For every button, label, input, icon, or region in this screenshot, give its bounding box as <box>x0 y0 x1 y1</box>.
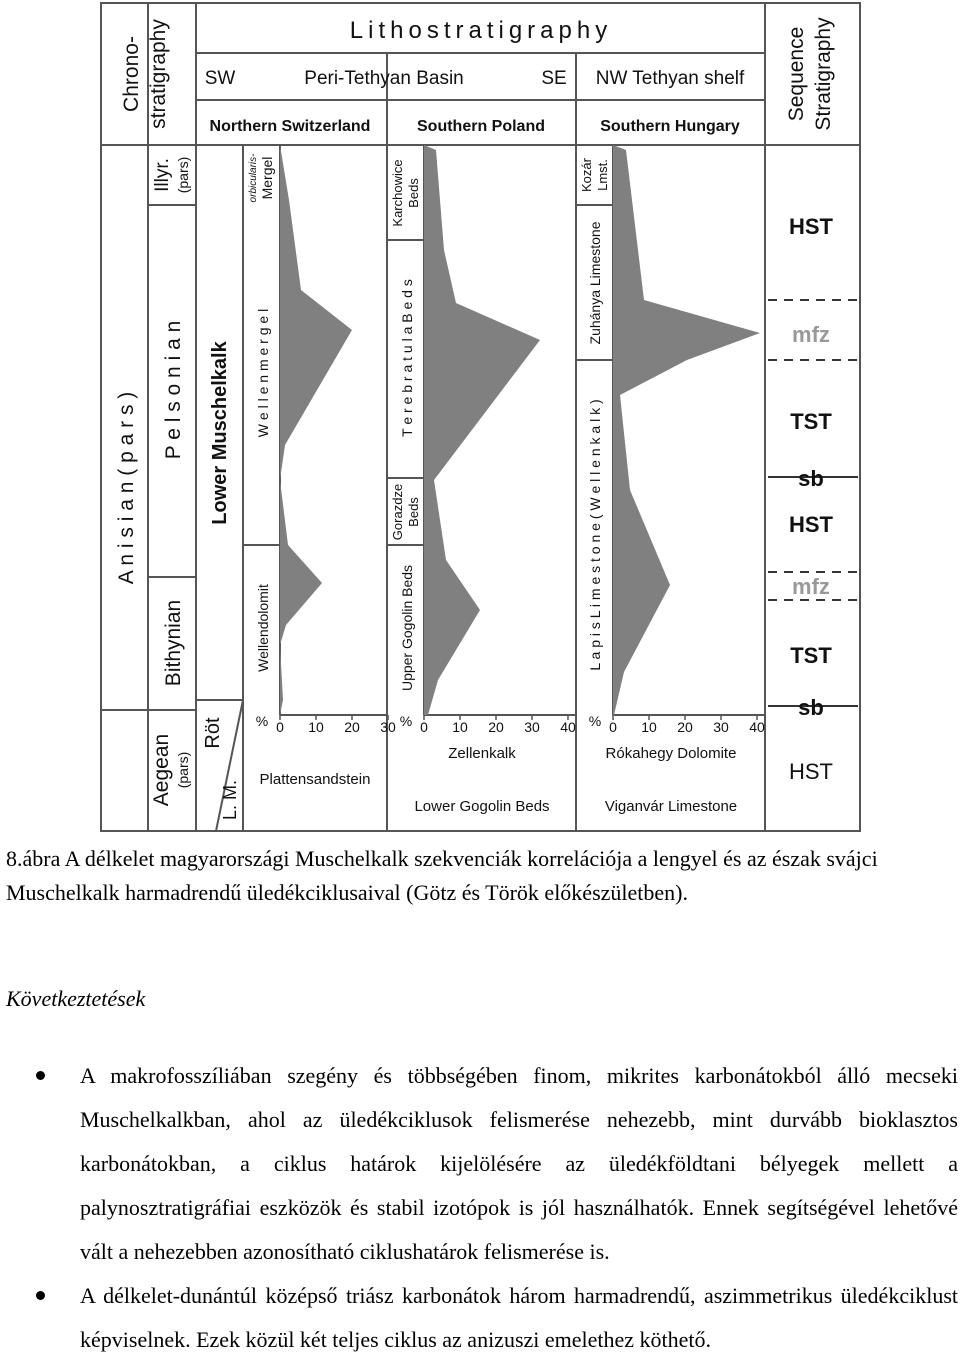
section-heading: Következtetések <box>6 986 146 1011</box>
aegean-label: Aegean <box>150 733 173 807</box>
region-poland: Southern Poland <box>417 118 545 135</box>
region-switzerland: Northern Switzerland <box>209 118 371 135</box>
upper-gogolin-label: Upper Gogolin Beds <box>399 564 415 692</box>
axis-tick-label-pl: 0 <box>420 719 428 735</box>
illyr-label: Illyr. <box>152 158 173 192</box>
chrono-header-1: Chrono- <box>120 36 143 112</box>
seq-tst-1: TST <box>790 409 832 434</box>
axis-tick-label-hu: 0 <box>609 719 617 735</box>
seq-mfz-1: mfz <box>792 322 830 347</box>
lm-label: L. M. <box>220 779 240 821</box>
aegean-pars-label: (pars) <box>175 751 191 789</box>
rokahegy-label: Rókahegy Dolomite <box>605 745 737 762</box>
orbicularis-label-1: orbicularis- <box>248 153 259 203</box>
list-item <box>0 1054 958 1274</box>
axis-tick-label-hu: 30 <box>713 719 729 735</box>
basin-sw: SW <box>204 68 236 89</box>
shelf-name: NW Tethyan shelf <box>595 68 745 89</box>
kozar-label-2: Lmst. <box>595 159 610 191</box>
seq-tst-2: TST <box>790 643 832 668</box>
chrono-header-2: stratigraphy <box>147 19 170 129</box>
figure-caption: 8.ábra A délkelet magyarországi Muschelkalk szekvenciák korrelációja a lengyel és az észak svájci Muschelkalk harmadrendű üledékciklusaival (Götz és Török előkészületben). <box>6 846 878 905</box>
zellenkalk-label: Zellenkalk <box>448 745 516 762</box>
kozar-label-1: Kozár <box>579 158 594 192</box>
wellendolomit-label: Wellendolomit <box>255 584 271 672</box>
basin-name: Peri-Tethyan Basin <box>304 68 464 89</box>
axis-tick-label-pl: 40 <box>560 719 576 735</box>
bullet-icon <box>36 1071 45 1080</box>
karchowice-label-2: Beds <box>406 178 421 208</box>
lapis-label: L a p i s L i m e s t o n e ( W e l l e n k a l k ) <box>587 399 603 671</box>
axis-tick-label-ch: 0 <box>276 719 284 735</box>
seq-sb-2: sb <box>798 695 824 720</box>
region-hungary: Southern Hungary <box>600 118 740 135</box>
gorazdze-label-2: Beds <box>406 497 421 527</box>
anisian-label: A n i s i a n ( p a r s ) <box>115 391 138 585</box>
axis-tick-label-hu: 10 <box>641 719 657 735</box>
pelsonian-label: P e l s o n i a n <box>162 320 185 460</box>
list-item <box>0 1274 958 1362</box>
litho-title: Lithostratigraphy <box>349 17 613 44</box>
axis-tick-label-ch: 10 <box>308 719 324 735</box>
bithynian-label: Bithynian <box>162 599 185 687</box>
list-item-text: A délkelet-dunántúl középső triász karbonátok három harmadrendű, aszimmetrikus üledékciklust képviselnek. Ezek közül két teljes ciklus az anizuszi emelethez köthető. <box>80 1283 958 1352</box>
wellenmergel-label: W e l l e n m e r g e l <box>255 308 271 438</box>
axis-tick-label-pl: 30 <box>524 719 540 735</box>
axis-unit-ch: % <box>255 713 269 729</box>
axis-tick-label-ch: 30 <box>380 719 396 735</box>
roet-label: Röt <box>202 717 224 749</box>
axis-tick-label-pl: 10 <box>452 719 468 735</box>
lower-muschelkalk-label: Lower Muschelkalk <box>209 341 231 525</box>
seq-header-2: Stratigraphy <box>812 17 835 131</box>
axis-unit-hu: % <box>588 713 602 729</box>
seq-hst-3: HST <box>789 759 833 784</box>
seq-sb-1: sb <box>798 466 824 491</box>
viganvar-label: Viganvár Limestone <box>604 798 738 815</box>
axis-tick-label-hu: 40 <box>749 719 765 735</box>
zuhanya-label: Zuhánya Limestone <box>587 221 603 345</box>
axis-tick-label-ch: 20 <box>344 719 360 735</box>
seq-header-1: Sequence <box>785 26 808 122</box>
conclusion-list <box>0 1054 958 1362</box>
karchowice-label-1: Karchowice <box>390 159 405 227</box>
seq-mfz-2: mfz <box>792 574 830 599</box>
axis-unit-pl: % <box>399 713 413 729</box>
plattensandstein-label: Plattensandstein <box>259 771 371 788</box>
seq-hst-2: HST <box>789 512 833 537</box>
illyr-pars-label: (pars) <box>175 156 191 194</box>
bullet-icon <box>36 1291 45 1300</box>
gorazdze-label-1: Gorazdze <box>390 483 405 541</box>
lower-gogolin-label: Lower Gogolin Beds <box>414 798 550 815</box>
axis-tick-label-hu: 20 <box>677 719 693 735</box>
axis-tick-label-pl: 20 <box>488 719 504 735</box>
list-item-text: A makrofosszíliában szegény és többségében finom, mikrites karbonátokból álló mecseki Muschelkalkban, ahol az üledékciklusok felismerése nehezebb, mint durvább bioklasztos karbonátokban, a ciklus határok kijelölésére az üledékföldtani bélyegek mellett a palynosztratigráfiai eszközök és stabil izotópok is jól használhatók. Ennek segítségével lehetővé vált a nehezebben azonosítható ciklushatárok felismerése is. <box>80 1063 958 1264</box>
seq-hst-1: HST <box>789 214 833 239</box>
orbicularis-label-2: Mergel <box>259 156 275 200</box>
terebratula-label: T e r e b r a t u l a B e d s <box>399 279 415 437</box>
basin-se: SE <box>541 68 567 89</box>
